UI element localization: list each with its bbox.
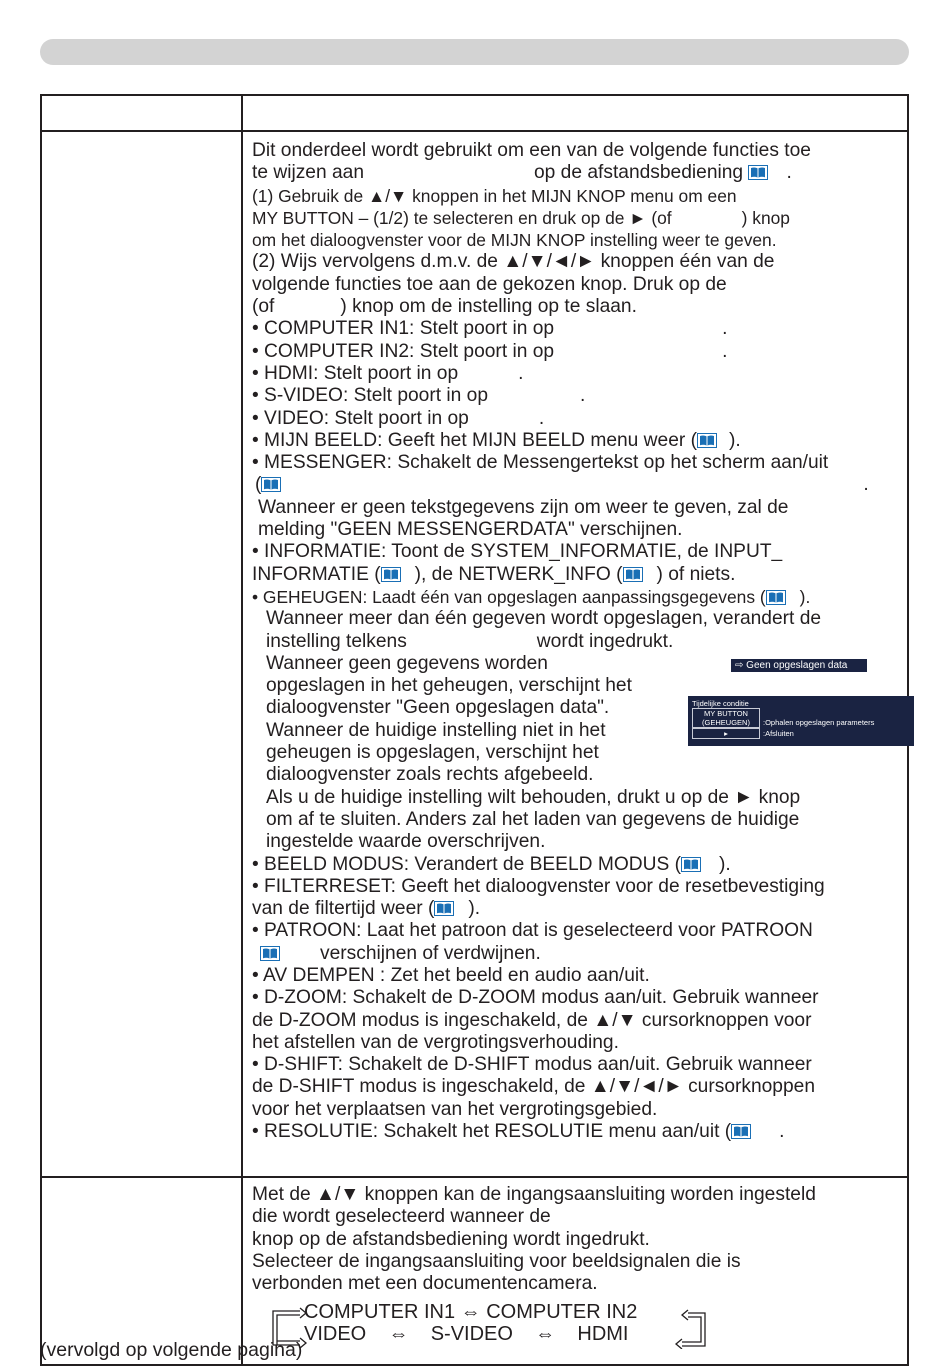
docucam-line: Met de ▲/▼ knoppen kan de ingangsaansluiting worden ingesteld: [252, 1184, 816, 1205]
intro-line: Dit onderdeel wordt gebruikt om een van de volgende functies toe: [252, 140, 811, 161]
book-reference-icon[interactable]: [731, 1124, 751, 1139]
step-1: (1) Gebruik de ▲/▼ knoppen in het MIJN KNOP menu om een MY BUTTON – (1/2) te selecteren en druk op de ► (of ) knop om het dialoogvenster voor de MIJN KNOP instelling weer te geven.: [252, 185, 790, 251]
book-reference-icon[interactable]: [748, 165, 768, 180]
list-item: • INFORMATIE: Toont de SYSTEM_INFORMATIE, de INPUT_: [252, 541, 783, 563]
list-item: • MESSENGER: Schakelt de Messengertekst op het scherm aan/uit: [252, 452, 829, 474]
header-bar: [40, 39, 909, 65]
docucam-line: knop op de afstandsbediening wordt ingedrukt.: [252, 1228, 650, 1250]
input-cycle-diagram: [252, 1301, 901, 1351]
list-item-continued: Wanneer er geen tekstgegevens zijn om weer te geven, zal de: [258, 496, 789, 518]
continued-note: (vervolgd op volgende pagina): [40, 1339, 303, 1361]
list-item: • D-SHIFT: Schakelt de D-SHIFT modus aan/uit. Gebruik wanneer de D-SHIFT modus is ingeschakeld, de ▲/▼/◄/► cursorknoppen voor het verplaatsen van het vergrotingsgebied.: [252, 1054, 815, 1120]
list-item: • MIJN BEELD: Geeft het MIJN BEELD menu weer ( ).: [252, 429, 741, 451]
docucam-line: Selecteer de ingangsaansluiting voor beeldsignalen die is: [252, 1250, 741, 1272]
book-reference-icon[interactable]: [381, 567, 401, 582]
temporary-condition-dialog: Tijdelijke conditie MY BUTTON (GEHEUGEN) :Ophalen opgeslagen parameters ▸ :Afsluiten: [688, 696, 914, 746]
geheugen-details: Wanneer meer dan één gegeven wordt opgeslagen, verandert de instelling telkens wordt ingedrukt. Wanneer geen gegevens worden opgeslagen in het geheugen, verschijnt het dialoogvenster "Geen opgeslagen data". Wanneer de huidige instelling niet in het geheugen is opgeslagen, verschijnt het dialoogvenster zoals rechts afgebeeld. ⇨ Geen opgeslagen data Tijdelijke conditie MY BUTTON (GEHEUGEN) :Ophalen opgeslagen parameters ▸ :Afsluiten Als u de huidige instelling wilt behouden, drukt u op de ► knop om af te sluiten. Anders zal het laden van gegevens de huidige ingestelde waarde overschrijven.: [252, 608, 901, 853]
list-item-continued: INFORMATIE ( ), de NETWERK_INFO ( ) of niets.: [252, 563, 736, 585]
list-item: • RESOLUTIE: Schakelt het RESOLUTIE menu aan/uit ( .: [252, 1121, 785, 1143]
table-row-mybutton: [41, 131, 908, 1177]
list-item: • HDMI: Stelt poort in op .: [252, 362, 524, 384]
docucam-line: verbonden met een documentencamera.: [252, 1273, 598, 1295]
table-header-row: [41, 95, 908, 131]
book-reference-icon[interactable]: [261, 477, 281, 492]
list-item-continued: melding "GEEN MESSENGERDATA" verschijnen.: [258, 519, 683, 541]
header-description-cell: [242, 95, 908, 131]
list-item: • AV DEMPEN : Zet het beeld en audio aan/uit.: [252, 964, 650, 986]
item-cell-mybutton: [41, 131, 242, 1177]
list-item: • S-VIDEO: Stelt poort in op .: [252, 385, 586, 407]
list-item: • VIDEO: Stelt poort in op .: [252, 407, 545, 429]
book-reference-icon[interactable]: [766, 590, 786, 605]
description-cell-mybutton: [242, 131, 908, 1177]
list-item: • D-ZOOM: Schakelt de D-ZOOM modus aan/uit. Gebruik wanneer de D-ZOOM modus is ingeschakeld, de ▲/▼ cursorknoppen voor het afstellen van de vergrotingsverhouding.: [252, 987, 819, 1053]
settings-table: [40, 94, 909, 1366]
description-cell-docucam: [242, 1177, 908, 1365]
book-reference-icon[interactable]: [697, 433, 717, 448]
list-item: • COMPUTER IN1: Stelt poort in op .: [252, 318, 728, 340]
header-item-cell: [41, 95, 242, 131]
book-reference-icon[interactable]: [434, 901, 454, 916]
cycle-bottom-row: VIDEO ⇔ S-VIDEO ⇔ HDMI: [304, 1323, 629, 1346]
docucam-line: die wordt geselecteerd wanneer de: [252, 1206, 551, 1228]
list-item: • COMPUTER IN2: Stelt poort in op .: [252, 340, 728, 362]
step-2: (2) Wijs vervolgens d.m.v. de ▲/▼/◄/► knoppen één van de volgende functies toe aan de gekozen knop. Druk op de (of ) knop om de instelling op te slaan.: [252, 251, 775, 318]
cycle-top-row: COMPUTER IN1 ⇔ COMPUTER IN2: [304, 1301, 638, 1324]
list-item: • FILTERRESET: Geeft het dialoogvenster voor de resetbevestiging van de filtertijd weer ( ).: [252, 875, 825, 920]
list-item-continued: ( .: [255, 474, 869, 496]
table-row-docucam: [41, 1177, 908, 1365]
intro-line: te wijzen aan op de afstandsbediening .: [252, 162, 792, 184]
book-reference-icon[interactable]: [623, 567, 643, 582]
item-cell-docucam: [41, 1177, 242, 1365]
list-item: • GEHEUGEN: Laadt één van opgeslagen aanpassingsgegevens ( ).: [252, 586, 811, 607]
dialog-mybutton-option[interactable]: MY BUTTON (GEHEUGEN): [692, 708, 760, 728]
list-item: • PATROON: Laat het patroon dat is geselecteerd voor PATROON verschijnen of verdwijnen.: [252, 920, 813, 964]
list-item: • BEELD MODUS: Verandert de BEELD MODUS ( ).: [252, 853, 731, 875]
dialog-exit-option[interactable]: ▸: [692, 728, 760, 739]
book-reference-icon[interactable]: [260, 946, 280, 961]
book-reference-icon[interactable]: [681, 857, 701, 872]
no-saved-data-dialog: ⇨ Geen opgeslagen data: [731, 659, 867, 672]
